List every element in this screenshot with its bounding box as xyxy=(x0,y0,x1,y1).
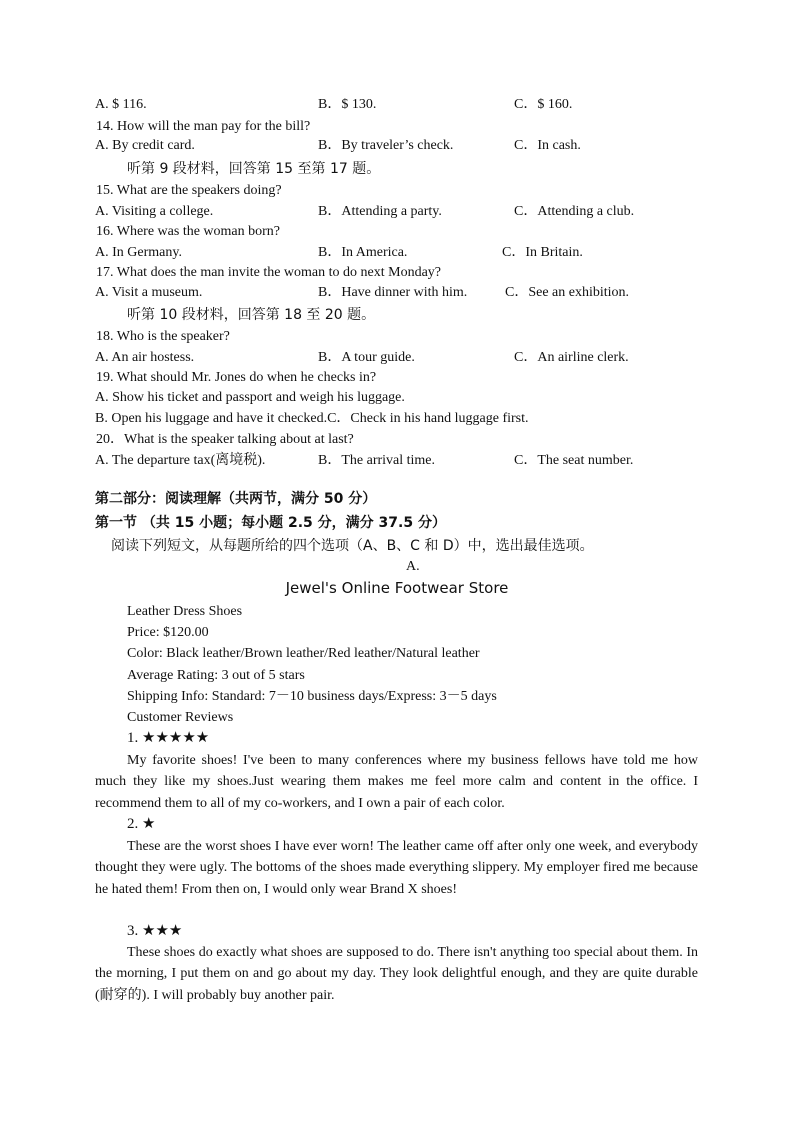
review-3-stars: 3. ★★★ xyxy=(127,923,183,939)
review-1-stars: 1. ★★★★★ xyxy=(127,730,210,746)
q14-question: 14. How will the man pay for the bill? xyxy=(96,119,311,134)
q17-option-c: C．See an exhibition. xyxy=(505,285,630,300)
q14-option-a: A. By credit card. xyxy=(95,138,195,153)
product-name: Leather Dress Shoes xyxy=(127,604,243,619)
q20-question: 20．What is the speaker talking about at last? xyxy=(96,432,354,447)
reviews-heading: Customer Reviews xyxy=(127,710,234,725)
passage-label: A. xyxy=(406,559,420,574)
part2-heading: 第二部分：阅读理解（共两节，满分 50 分） xyxy=(95,491,377,507)
product-price: Price: $120.00 xyxy=(127,625,209,640)
q16-option-a: A. In Germany. xyxy=(95,245,182,260)
product-shipping: Shipping Info: Standard: 7－10 business days/Express: 3－5 days xyxy=(127,689,497,704)
product-color: Color: Black leather/Brown leather/Red leather/Natural leather xyxy=(127,646,480,661)
q13-option-b: B．$ 130. xyxy=(318,97,377,112)
q14-option-b: B．By traveler’s check. xyxy=(318,138,454,153)
store-title: Jewel's Online Footwear Store xyxy=(285,579,509,597)
q17-option-b: B．Have dinner with him. xyxy=(318,285,468,300)
q15-option-b: B．Attending a party. xyxy=(318,204,442,219)
q20-option-c: C．The seat number. xyxy=(514,453,634,468)
q19-question: 19. What should Mr. Jones do when he checks in? xyxy=(96,370,377,385)
q15-option-c: C．Attending a club. xyxy=(514,204,635,219)
q15-option-a: A. Visiting a college. xyxy=(95,204,214,219)
listening-instruction-9: 听第 9 段材料，回答第 15 至第 17 题。 xyxy=(127,161,381,177)
q16-question: 16. Where was the woman born? xyxy=(96,224,281,239)
q13-option-a: A. $ 116. xyxy=(95,97,147,112)
q19-option-a: A. Show his ticket and passport and weigh his luggage. xyxy=(95,390,405,405)
reading-instruction: 阅读下列短文，从每题所给的四个选项（A、B、C 和 D）中，选出最佳选项。 xyxy=(111,538,594,554)
q15-question: 15. What are the speakers doing? xyxy=(96,183,282,198)
product-rating: Average Rating: 3 out of 5 stars xyxy=(127,668,305,683)
review-1-text: My favorite shoes! I've been to many conferences where my business fellows have told me how much they like my shoes.Just wearing them makes me feel more calm and content in the office. I recommend them to all of my co-workers, and I own a pair of each color. xyxy=(95,753,698,811)
q17-option-a: A. Visit a museum. xyxy=(95,285,203,300)
q16-option-b: B．In America. xyxy=(318,245,408,260)
q18-question: 18. Who is the speaker? xyxy=(96,329,230,344)
q14-option-c: C．In cash. xyxy=(514,138,581,153)
q20-option-a: A. The departure tax(离境税). xyxy=(95,453,266,468)
review-2-stars: 2. ★ xyxy=(127,816,156,832)
section1-heading: 第一节 （共 15 小题；每小题 2.5 分，满分 37.5 分） xyxy=(95,515,446,531)
review-3-text: These shoes do exactly what shoes are supposed to do. There isn't anything too special about them. In the morning, I put them on and go about my day. They look delightful enough, and they are quite durable (耐穿的). I will probably buy another pair. xyxy=(95,945,698,1003)
listening-instruction-10: 听第 10 段材料，回答第 18 至 20 题。 xyxy=(127,307,376,323)
q20-option-b: B．The arrival time. xyxy=(318,453,436,468)
q19-option-b-c: B. Open his luggage and have it checked.C．Check in his hand luggage first. xyxy=(95,411,529,426)
q13-option-c: C．$ 160. xyxy=(514,97,573,112)
q18-option-b: B．A tour guide. xyxy=(318,350,415,365)
q17-question: 17. What does the man invite the woman to do next Monday? xyxy=(96,265,442,280)
q18-option-a: A. An air hostess. xyxy=(95,350,195,365)
q16-option-c: C．In Britain. xyxy=(502,245,583,260)
review-2-text: These are the worst shoes I have ever worn! The leather came off after only one week, and everybody thought they were ugly. The bottoms of the shoes made everything slippery. My employer fired me because he hated them! From then on, I would only wear Brand X shoes! xyxy=(95,839,698,897)
q18-option-c: C．An airline clerk. xyxy=(514,350,629,365)
